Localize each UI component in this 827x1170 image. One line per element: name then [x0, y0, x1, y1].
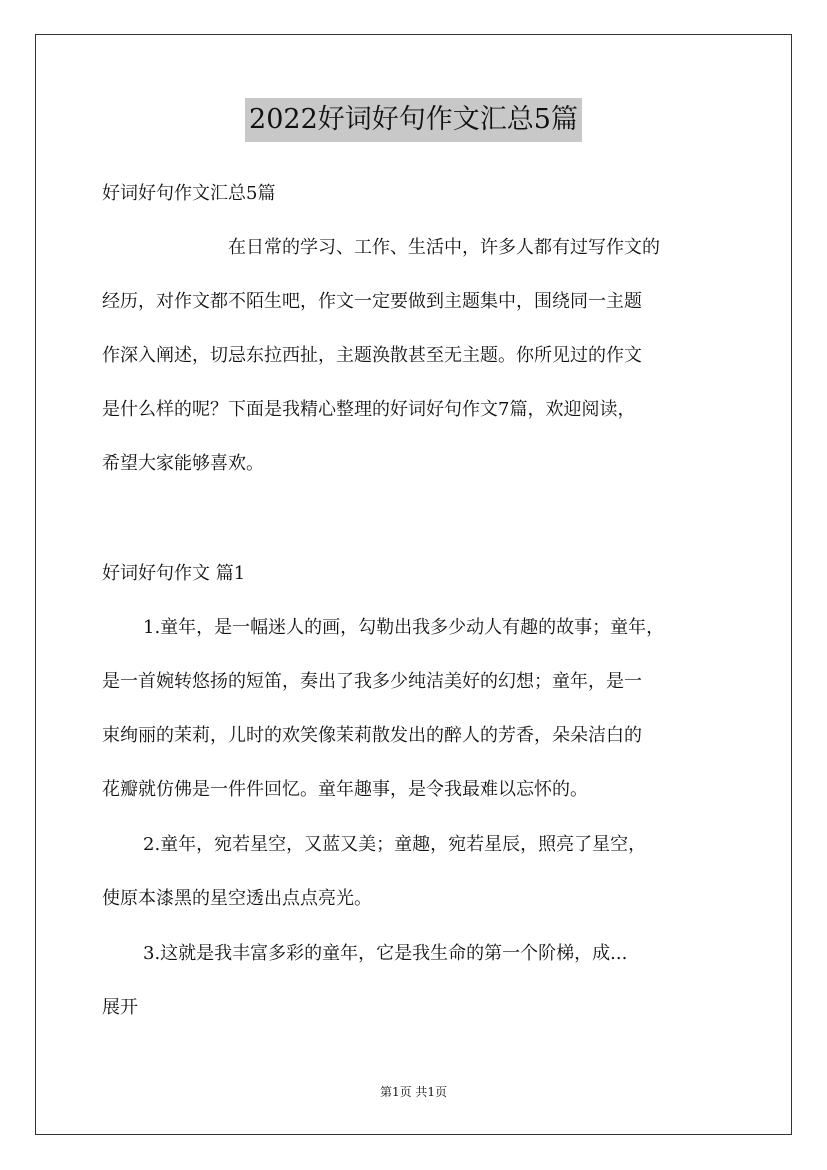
page-footer: 第1页 共1页 [379, 1085, 448, 1099]
document-title: 2022好词好句作文汇总5篇 [245, 98, 582, 142]
intro-line: 在日常的学习、工作、生活中，许多人都有过写作文的 [228, 237, 660, 258]
paragraph-line: 1.童年，是一幅迷人的画，勾勒出我多少动人有趣的故事；童年， [143, 617, 665, 638]
paragraph-line: 使原本漆黑的星空透出点点亮光。 [102, 888, 372, 909]
paragraph-line: 3.这就是我丰富多彩的童年，它是我生命的第一个阶梯，成... [143, 943, 628, 964]
paragraph-line: 是一首婉转悠扬的短笛，奏出了我多少纯洁美好的幻想；童年，是一 [102, 671, 642, 692]
section-heading: 好词好句作文 篇1 [102, 563, 246, 584]
document-subtitle: 好词好句作文汇总5篇 [102, 183, 276, 204]
paragraph-line: 2.童年，宛若星空，又蓝又美；童趣，宛若星辰，照亮了星空， [143, 834, 647, 855]
expand-link[interactable]: 展开 [102, 997, 138, 1018]
intro-line: 作深入阐述，切忌东拉西扯，主题涣散甚至无主题。你所见过的作文 [102, 345, 642, 366]
paragraph-line: 花瓣就仿佛是一件件回忆。童年趣事，是令我最难以忘怀的。 [102, 779, 588, 800]
intro-line: 经历，对作文都不陌生吧，作文一定要做到主题集中，围绕同一主题 [102, 291, 642, 312]
paragraph-line: 束绚丽的茉莉，儿时的欢笑像茉莉散发出的醉人的芳香，朵朵洁白的 [102, 725, 642, 746]
intro-line: 希望大家能够喜欢。 [102, 453, 264, 474]
title-container [0, 98, 827, 142]
intro-line: 是什么样的呢？下面是我精心整理的好词好句作文7篇，欢迎阅读， [102, 399, 636, 420]
